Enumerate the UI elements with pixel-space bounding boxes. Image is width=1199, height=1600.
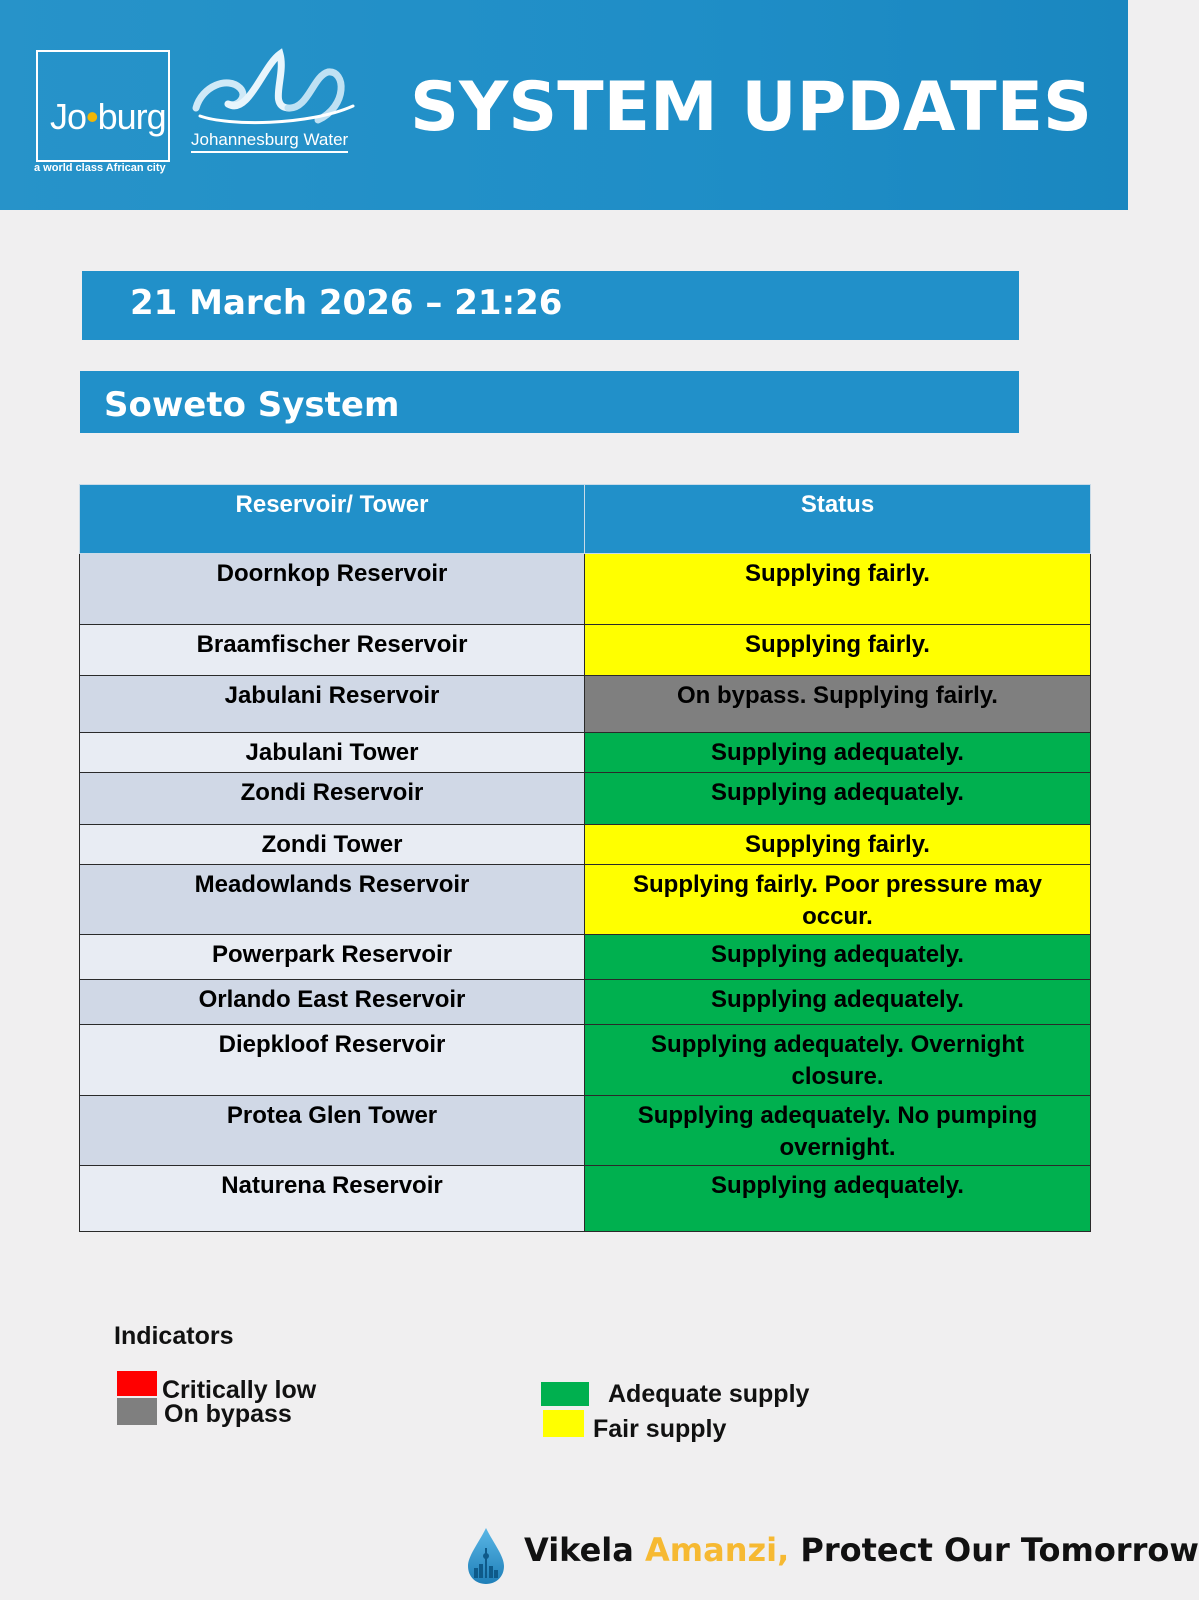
- water-drop-skyline-icon: [464, 1526, 508, 1586]
- reservoir-name-cell: Orlando East Reservoir: [80, 980, 585, 1025]
- reservoir-name-cell: Jabulani Reservoir: [80, 676, 585, 733]
- status-cell: Supplying adequately. No pumping overnight.: [585, 1096, 1091, 1166]
- status-cell: Supplying adequately. Overnight closure.: [585, 1025, 1091, 1096]
- legend-swatch-on-bypass: [117, 1398, 157, 1425]
- table-row: [80, 980, 1091, 1025]
- date-banner: [82, 271, 1019, 340]
- status-cell: Supplying adequately.: [585, 733, 1091, 773]
- legend-label-critically-low: Critically low: [162, 1376, 317, 1404]
- table-row: [80, 554, 1091, 625]
- status-cell: Supplying adequately.: [585, 935, 1091, 980]
- column-header-status: Status: [585, 485, 1091, 554]
- footer-slogan: Vikela Amanzi, Protect Our Tomorrow: [524, 1531, 1199, 1569]
- table-row: [80, 676, 1091, 733]
- joburg-tagline: a world class African city: [34, 162, 166, 174]
- legend-label-fair-supply: Fair supply: [593, 1415, 727, 1443]
- table-row: [80, 625, 1091, 676]
- table-row: [80, 773, 1091, 825]
- table-row: [80, 1096, 1091, 1166]
- legend-title: Indicators: [114, 1322, 234, 1350]
- status-cell: Supplying fairly. Poor pressure may occur.: [585, 865, 1091, 935]
- date-time-label: 21 March 2026 – 21:26: [130, 283, 563, 323]
- header-banner: [0, 0, 1128, 210]
- legend-swatch-adequate-supply: [541, 1382, 589, 1406]
- table-body: [80, 554, 1091, 1232]
- table-row: [80, 865, 1091, 935]
- reservoir-name-cell: Braamfischer Reservoir: [80, 625, 585, 676]
- reservoir-name-cell: Protea Glen Tower: [80, 1096, 585, 1166]
- reservoir-name-cell: Diepkloof Reservoir: [80, 1025, 585, 1096]
- reservoir-status-table: [79, 484, 1091, 1232]
- reservoir-name-cell: Zondi Tower: [80, 825, 585, 865]
- system-banner: [80, 371, 1019, 433]
- page-title: SYSTEM UPDATES: [410, 68, 1093, 147]
- legend-label-on-bypass: On bypass: [164, 1400, 292, 1428]
- johannesburg-water-logo-text: Johannesburg Water: [191, 130, 348, 153]
- reservoir-name-cell: Jabulani Tower: [80, 733, 585, 773]
- table-row: [80, 733, 1091, 773]
- reservoir-name-cell: Naturena Reservoir: [80, 1166, 585, 1232]
- joburg-logo: Jo•burg: [50, 96, 166, 137]
- column-header-reservoir: Reservoir/ Tower: [80, 485, 585, 554]
- reservoir-name-cell: Doornkop Reservoir: [80, 554, 585, 625]
- system-name: Soweto System: [104, 385, 400, 425]
- reservoir-name-cell: Meadowlands Reservoir: [80, 865, 585, 935]
- legend-label-adequate-supply: Adequate supply: [608, 1380, 810, 1408]
- reservoir-name-cell: Zondi Reservoir: [80, 773, 585, 825]
- legend-swatch-fair-supply: [543, 1410, 584, 1437]
- footer-slogan-accent: Amanzi,: [645, 1531, 790, 1569]
- table-row: [80, 825, 1091, 865]
- status-cell: Supplying fairly.: [585, 554, 1091, 625]
- status-cell: Supplying adequately.: [585, 773, 1091, 825]
- status-cell: Supplying fairly.: [585, 825, 1091, 865]
- legend-swatch-critically-low: [117, 1371, 157, 1396]
- table-header-row: [80, 485, 1091, 554]
- reservoir-name-cell: Powerpark Reservoir: [80, 935, 585, 980]
- table-row: [80, 935, 1091, 980]
- status-cell: Supplying adequately.: [585, 1166, 1091, 1232]
- joburg-logo-dot: •: [86, 96, 98, 137]
- table-row: [80, 1166, 1091, 1232]
- status-cell: Supplying adequately.: [585, 980, 1091, 1025]
- status-cell: On bypass. Supplying fairly.: [585, 676, 1091, 733]
- status-cell: Supplying fairly.: [585, 625, 1091, 676]
- table-row: [80, 1025, 1091, 1096]
